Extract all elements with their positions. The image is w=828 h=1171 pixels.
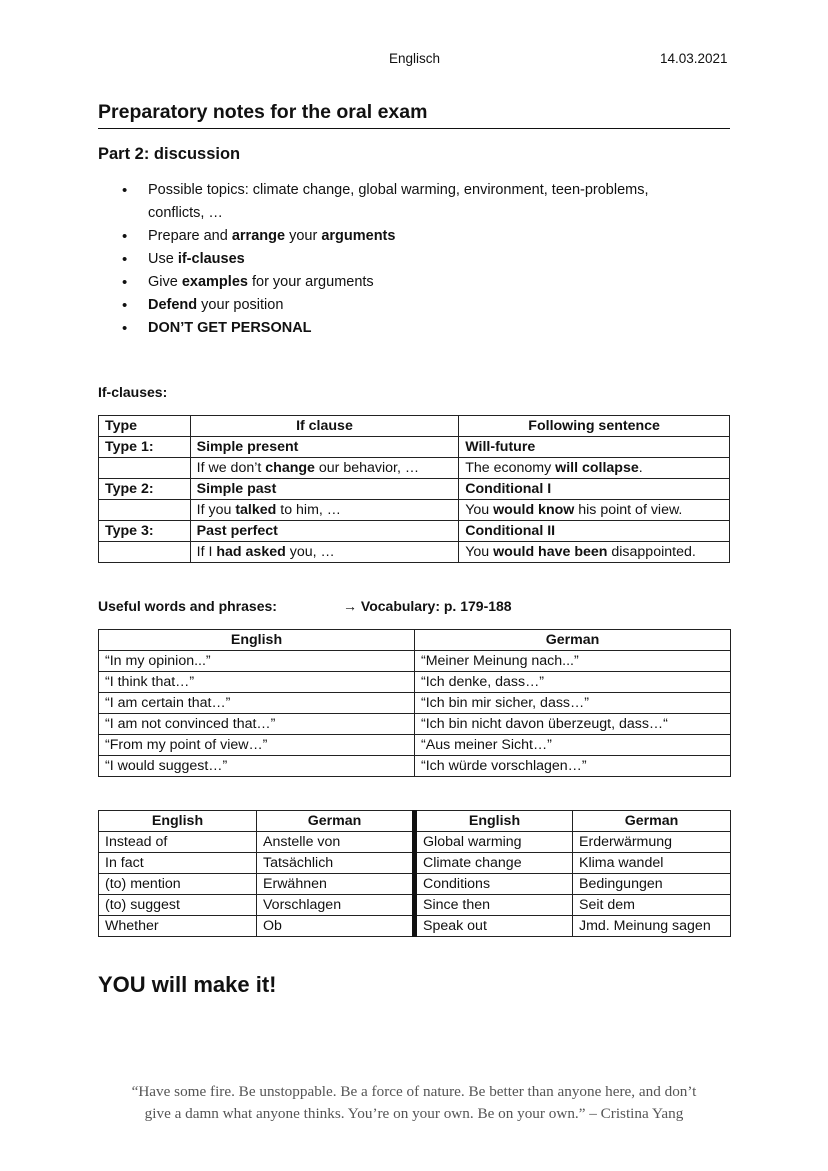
bold-text-run: will collapse — [555, 460, 639, 476]
german-phrase-cell: “Aus meiner Sicht…” — [415, 735, 731, 756]
german-word-cell: Erderwärmung — [573, 832, 731, 853]
bullet-dot-icon: • — [122, 274, 128, 291]
bold-text-run: arguments — [321, 228, 396, 244]
text-run: Give — [148, 274, 182, 290]
table-header-row — [99, 416, 730, 437]
table-row — [99, 874, 731, 895]
english-word-cell: Climate change — [415, 853, 573, 874]
text-run: If you — [196, 502, 236, 518]
english-word-cell: Global warming — [415, 832, 573, 853]
clause-example-cell — [190, 458, 459, 479]
bullet-dot-icon: • — [122, 182, 128, 199]
phrases-table — [98, 629, 731, 777]
german-word-cell: Seit dem — [573, 895, 731, 916]
column-header: German — [257, 811, 415, 832]
bullet-item — [98, 294, 718, 317]
text-run: The economy — [465, 460, 556, 476]
follow-example-cell — [459, 542, 730, 563]
vocabulary-table — [98, 810, 731, 937]
clause-head-cell: Past perfect — [190, 521, 459, 542]
table-row — [99, 916, 731, 937]
text-run: our behavior, … — [314, 460, 420, 476]
table-row — [99, 832, 731, 853]
german-word-cell: Jmd. Meinung sagen — [573, 916, 731, 937]
table-header-row — [99, 811, 731, 832]
table-row — [99, 853, 731, 874]
german-word-cell: Anstelle von — [257, 832, 415, 853]
english-word-cell: Instead of — [99, 832, 257, 853]
table-row — [99, 714, 731, 735]
bullet-dot-icon: • — [122, 251, 128, 268]
table-row — [99, 500, 730, 521]
english-word-cell: Whether — [99, 916, 257, 937]
page-title: Preparatory notes for the oral exam — [98, 101, 428, 123]
empty-cell — [99, 500, 191, 521]
text-run: If I — [196, 544, 217, 560]
follow-head-cell: Conditional I — [459, 479, 730, 500]
follow-head-cell: Conditional II — [459, 521, 730, 542]
section-heading-part2: Part 2: discussion — [98, 145, 241, 163]
bullet-dot-icon: • — [122, 320, 128, 337]
table-row — [99, 735, 731, 756]
if-clauses-label: If-clauses: — [98, 384, 168, 400]
bold-text-run: arrange — [231, 228, 286, 244]
english-phrase-cell: “I am not convinced that…” — [99, 714, 415, 735]
bold-text-run: had asked — [216, 544, 286, 560]
header-date: 14.03.2021 — [660, 51, 728, 66]
bullet-item — [98, 202, 718, 225]
column-header: German — [573, 811, 731, 832]
text-run: You — [465, 502, 494, 518]
english-word-cell: Since then — [415, 895, 573, 916]
english-word-cell: Speak out — [415, 916, 573, 937]
bold-text-run: examples — [181, 274, 248, 290]
table-row — [99, 521, 730, 542]
german-word-cell: Erwähnen — [257, 874, 415, 895]
column-header: German — [415, 630, 731, 651]
topic-bullet-list — [98, 179, 718, 340]
header-subject: Englisch — [389, 51, 441, 66]
bold-text-run: if-clauses — [177, 251, 245, 267]
english-word-cell: In fact — [99, 853, 257, 874]
text-run: your position — [197, 297, 284, 313]
useful-phrases-label: Useful words and phrases: — [98, 598, 277, 614]
bullet-item — [98, 248, 718, 271]
follow-example-cell — [459, 500, 730, 521]
follow-head-cell: Will-future — [459, 437, 730, 458]
empty-cell — [99, 542, 191, 563]
bullet-item — [98, 317, 718, 340]
quote-line: give a damn what anyone thinks. You’re on your own. Be on your own.” – Cristina Yang — [144, 1105, 684, 1122]
english-word-cell: (to) mention — [99, 874, 257, 895]
column-header: English — [99, 811, 257, 832]
column-header: English — [415, 811, 573, 832]
german-word-cell: Tatsächlich — [257, 853, 415, 874]
clause-head-cell: Simple past — [190, 479, 459, 500]
vocabulary-reference: → Vocabulary: p. 179-188 — [343, 598, 512, 614]
table-row — [99, 542, 730, 563]
clause-head-cell: Simple present — [190, 437, 459, 458]
column-header: Type — [99, 416, 191, 437]
table-header-row — [99, 630, 731, 651]
text-run: Prepare and — [148, 228, 232, 244]
column-header: If clause — [190, 416, 459, 437]
english-word-cell: (to) suggest — [99, 895, 257, 916]
type-cell: Type 2: — [99, 479, 191, 500]
text-run: for your arguments — [247, 274, 374, 290]
closing-quote — [90, 1081, 738, 1125]
table-row — [99, 437, 730, 458]
text-run: Possible topics: climate change, global warming, environment, teen-problems, — [148, 182, 649, 198]
table-row — [99, 479, 730, 500]
bullet-dot-icon: • — [122, 297, 128, 314]
bold-text-run: would have been — [493, 544, 608, 560]
table-row — [99, 756, 731, 777]
motto-heading: YOU will make it! — [98, 972, 277, 997]
german-phrase-cell: “Ich bin mir sicher, dass…” — [415, 693, 731, 714]
english-phrase-cell: “From my point of view…” — [99, 735, 415, 756]
german-word-cell: Ob — [257, 916, 415, 937]
english-phrase-cell: “I think that…” — [99, 672, 415, 693]
table-row — [99, 895, 731, 916]
german-phrase-cell: “Meiner Meinung nach...” — [415, 651, 731, 672]
bullet-item — [98, 179, 718, 202]
text-run: disappointed. — [607, 544, 696, 560]
table-row — [99, 693, 731, 714]
text-run: his point of view. — [574, 502, 683, 518]
bullet-item — [98, 271, 718, 294]
text-run: . — [638, 460, 643, 476]
german-word-cell: Vorschlagen — [257, 895, 415, 916]
type-cell: Type 3: — [99, 521, 191, 542]
text-run: Use — [148, 251, 178, 267]
english-word-cell: Conditions — [415, 874, 573, 895]
english-phrase-cell: “In my opinion...” — [99, 651, 415, 672]
bullet-dot-icon: • — [122, 228, 128, 245]
bold-text-run: talked — [235, 502, 277, 518]
german-word-cell: Klima wandel — [573, 853, 731, 874]
column-header: English — [99, 630, 415, 651]
text-run: If we don’t — [196, 460, 266, 476]
bullet-item — [98, 225, 718, 248]
quote-line: “Have some fire. Be unstoppable. Be a force of nature. Be better than anyone here, and don’t — [131, 1083, 697, 1100]
clause-example-cell — [190, 500, 459, 521]
text-run: your — [285, 228, 322, 244]
german-phrase-cell: “Ich bin nicht davon überzeugt, dass…“ — [415, 714, 731, 735]
column-header: Following sentence — [459, 416, 730, 437]
table-row — [99, 651, 731, 672]
english-phrase-cell: “I would suggest…” — [99, 756, 415, 777]
english-phrase-cell: “I am certain that…” — [99, 693, 415, 714]
text-run: to him, … — [276, 502, 341, 518]
german-word-cell: Bedingungen — [573, 874, 731, 895]
bold-text-run: Defend — [148, 297, 198, 313]
table-row — [99, 672, 731, 693]
text-run: you, … — [285, 544, 335, 560]
german-phrase-cell: “Ich denke, dass…” — [415, 672, 731, 693]
empty-cell — [99, 458, 191, 479]
clause-example-cell — [190, 542, 459, 563]
title-underline — [98, 128, 730, 129]
type-cell: Type 1: — [99, 437, 191, 458]
bold-text-run: would know — [493, 502, 575, 518]
text-run: conflicts, … — [148, 205, 223, 221]
german-phrase-cell: “Ich würde vorschlagen…” — [415, 756, 731, 777]
bold-text-run: DON’T GET PERSONAL — [148, 320, 312, 336]
bold-text-run: change — [265, 460, 315, 476]
if-clauses-table — [98, 415, 730, 563]
follow-example-cell — [459, 458, 730, 479]
text-run: You — [465, 544, 494, 560]
table-row — [99, 458, 730, 479]
